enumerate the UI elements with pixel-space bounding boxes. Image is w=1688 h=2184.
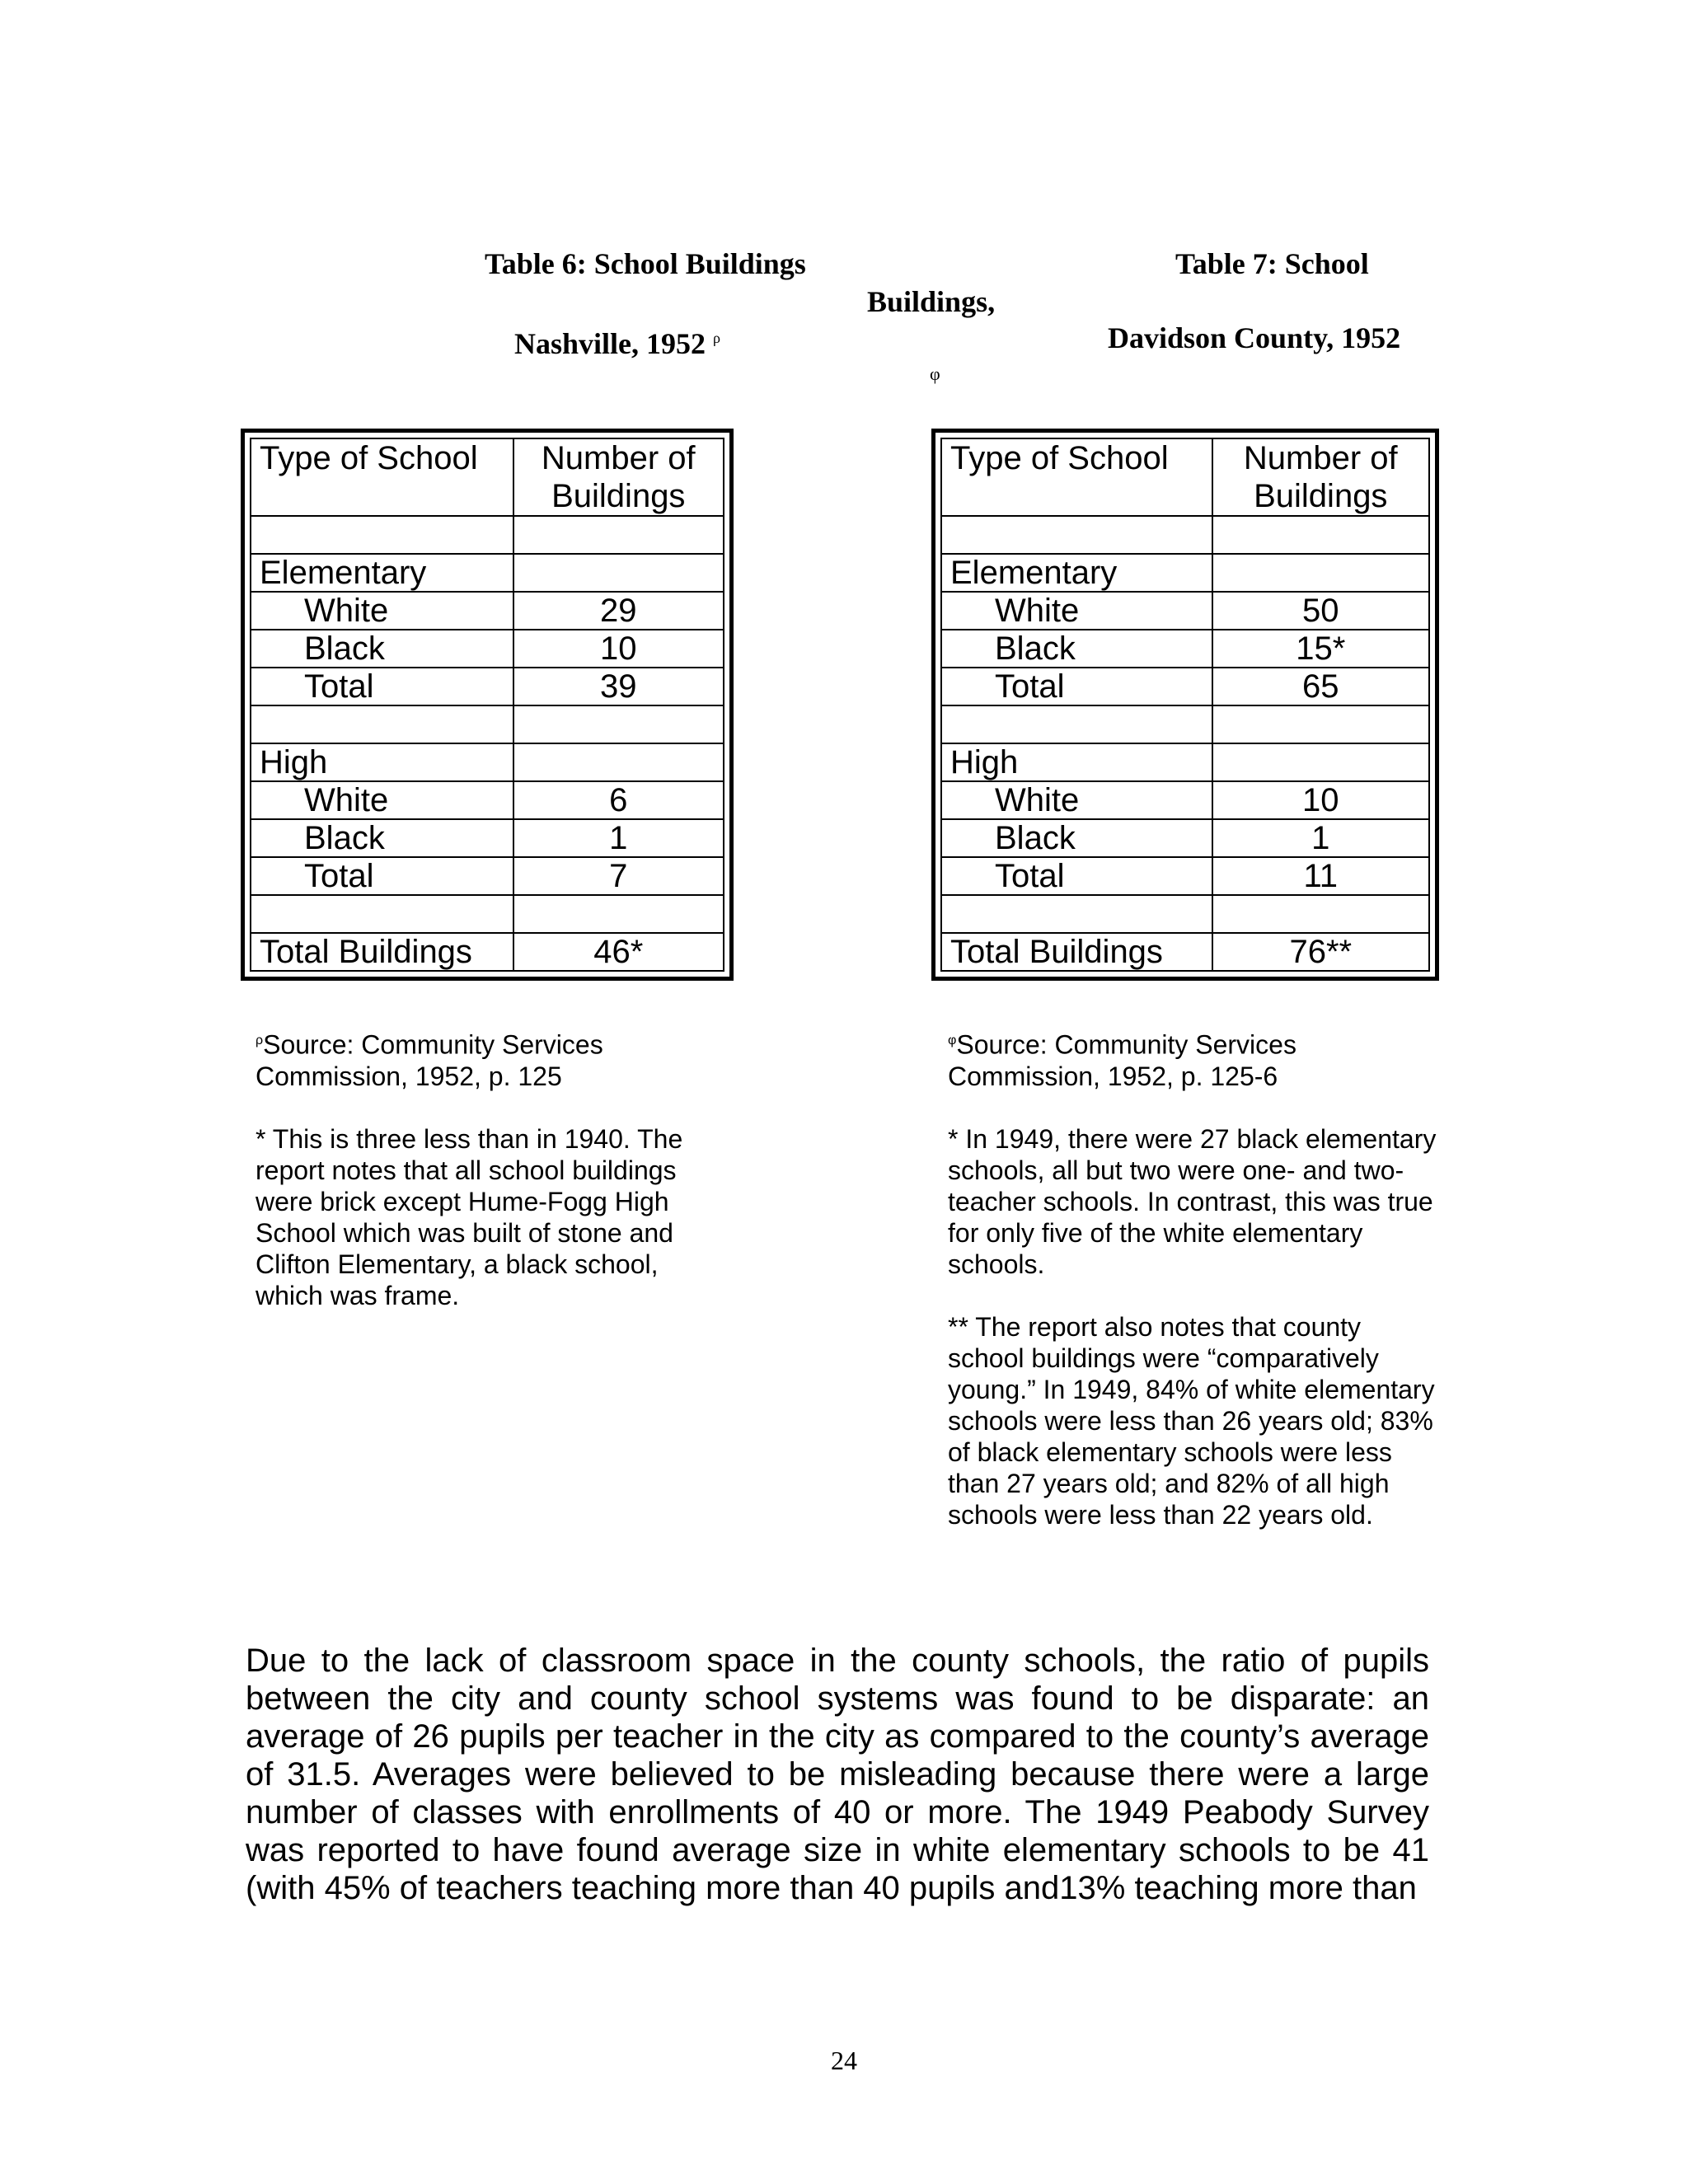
- table-header-row: [941, 438, 1429, 516]
- table-row: [941, 705, 1429, 743]
- table7-subtitle: Davidson County, 1952: [1108, 321, 1401, 354]
- row-value-cell: [1212, 743, 1429, 781]
- row-label-cell: Black: [941, 630, 1212, 668]
- table7: [940, 438, 1430, 972]
- table6-notes: [256, 1025, 717, 1343]
- table-row: [251, 857, 724, 895]
- table-row: [251, 895, 724, 933]
- row-value-cell: 29: [513, 592, 724, 630]
- table-row: [941, 630, 1429, 668]
- row-label-cell: Black: [251, 630, 513, 668]
- table6-subtitle-text: Nashville, 1952: [514, 327, 706, 360]
- row-value-cell: [513, 516, 724, 554]
- row-label-cell: Total: [251, 857, 513, 895]
- table6-subtitle: [514, 320, 720, 362]
- row-label-cell: Total Buildings: [251, 933, 513, 971]
- table-row: [251, 554, 724, 592]
- table6-title: Table 6: School Buildings: [485, 247, 806, 280]
- row-label-cell: Total Buildings: [941, 933, 1212, 971]
- table7-frame: [931, 429, 1439, 981]
- row-value-cell: 10: [513, 630, 724, 668]
- table6-source-text: Source: Community Services Commission, 1952, p. 125: [256, 1029, 603, 1091]
- row-label-cell: White: [251, 592, 513, 630]
- body-paragraph: Due to the lack of classroom space in the county schools, the ratio of pupils between the city and county school systems was found to be disparate: an average of 26 pupils per teacher in the city as compared to the county’s average of 31.5. Averages were believed to be misleading because there were a large number of classes with enrollments of 40 or more. The 1949 Peabody Survey was reported to have found average size in white elementary schools to be 41 (with 45% of teachers teaching more than 40 pupils and13% teaching more than: [246, 1643, 1429, 1906]
- table7-title: Table 7: School: [1175, 247, 1369, 280]
- row-value-cell: 39: [513, 668, 724, 705]
- row-label-cell: [941, 516, 1212, 554]
- row-value-cell: [513, 705, 724, 743]
- table-row: [941, 554, 1429, 592]
- row-label-cell: [251, 705, 513, 743]
- row-label-cell: Total: [941, 668, 1212, 705]
- table-row: [251, 668, 724, 705]
- table-row: [941, 933, 1429, 971]
- table6-footnote: * This is three less than in 1940. The report notes that all school buildings were brick except Hume-Fogg High School which was built of stone and Clifton Elementary, a black school, which was frame.: [256, 1123, 683, 1310]
- row-label-cell: Black: [941, 819, 1212, 857]
- table7-source: [948, 1025, 1442, 1092]
- row-value-cell: 15*: [1212, 630, 1429, 668]
- table6-title-mark: ρ: [713, 330, 720, 346]
- table-row: [941, 781, 1429, 819]
- table-row: [251, 819, 724, 857]
- table7-source-text: Source: Community Services Commission, 1952, p. 125-6: [948, 1029, 1296, 1091]
- header-number-of-buildings: Number of Buildings: [1212, 438, 1429, 516]
- row-label-cell: [941, 895, 1212, 933]
- table-row: [251, 781, 724, 819]
- table7-footnote-2: ** The report also notes that county school buildings were “comparatively young.” In 1949, 84% of white elementary schools were less than 26 years old; 83% of black elementary schools were less than 27 years old; and 82% of all high schools were less than 22 years old.: [948, 1311, 1435, 1530]
- row-label-cell: White: [251, 781, 513, 819]
- table7-notes: [948, 1025, 1442, 1562]
- header-type-of-school: Type of School: [251, 438, 513, 516]
- row-value-cell: [1212, 554, 1429, 592]
- row-value-cell: 10: [1212, 781, 1429, 819]
- row-value-cell: 11: [1212, 857, 1429, 895]
- table7-title-mark: φ: [930, 363, 940, 384]
- row-value-cell: [513, 743, 724, 781]
- table6-source: [256, 1025, 717, 1092]
- table6-frame: [241, 429, 734, 981]
- table-header-row: [251, 438, 724, 516]
- row-label-cell: White: [941, 781, 1212, 819]
- row-value-cell: [513, 895, 724, 933]
- header-number-of-buildings: Number of Buildings: [513, 438, 724, 516]
- row-label-cell: White: [941, 592, 1212, 630]
- table-row: [251, 743, 724, 781]
- row-value-cell: 50: [1212, 592, 1429, 630]
- row-label-cell: Black: [251, 819, 513, 857]
- row-label-cell: [251, 895, 513, 933]
- row-value-cell: 1: [513, 819, 724, 857]
- row-value-cell: [1212, 705, 1429, 743]
- table7-footnote-1: * In 1949, there were 27 black elementary schools, all but two were one- and two-teacher schools. In contrast, this was true for only five of the white elementary schools.: [948, 1123, 1437, 1279]
- table-row: [251, 516, 724, 554]
- table-row: [941, 857, 1429, 895]
- table7-title-cont: Buildings,: [867, 285, 996, 318]
- row-value-cell: [1212, 895, 1429, 933]
- table-row: [941, 743, 1429, 781]
- row-label-cell: High: [251, 743, 513, 781]
- row-value-cell: 46*: [513, 933, 724, 971]
- table-row: [941, 516, 1429, 554]
- row-value-cell: 76**: [1212, 933, 1429, 971]
- table-row: [251, 592, 724, 630]
- row-value-cell: 7: [513, 857, 724, 895]
- row-label-cell: [251, 516, 513, 554]
- header-type-of-school: Type of School: [941, 438, 1212, 516]
- table6-source-mark: ρ: [256, 1033, 264, 1047]
- table-row: [941, 819, 1429, 857]
- table7-source-mark: φ: [948, 1033, 957, 1047]
- page-number: 24: [831, 2046, 857, 2075]
- row-value-cell: [1212, 516, 1429, 554]
- row-value-cell: 65: [1212, 668, 1429, 705]
- table-row: [941, 668, 1429, 705]
- row-value-cell: [513, 554, 724, 592]
- row-label-cell: Elementary: [251, 554, 513, 592]
- row-value-cell: 1: [1212, 819, 1429, 857]
- row-label-cell: Total: [941, 857, 1212, 895]
- table-row: [251, 705, 724, 743]
- table-row: [251, 630, 724, 668]
- row-label-cell: High: [941, 743, 1212, 781]
- row-label-cell: Elementary: [941, 554, 1212, 592]
- table-row: [941, 592, 1429, 630]
- row-label-cell: [941, 705, 1212, 743]
- table-row: [941, 895, 1429, 933]
- table-row: [251, 933, 724, 971]
- table6: [250, 438, 724, 972]
- row-value-cell: 6: [513, 781, 724, 819]
- row-label-cell: Total: [251, 668, 513, 705]
